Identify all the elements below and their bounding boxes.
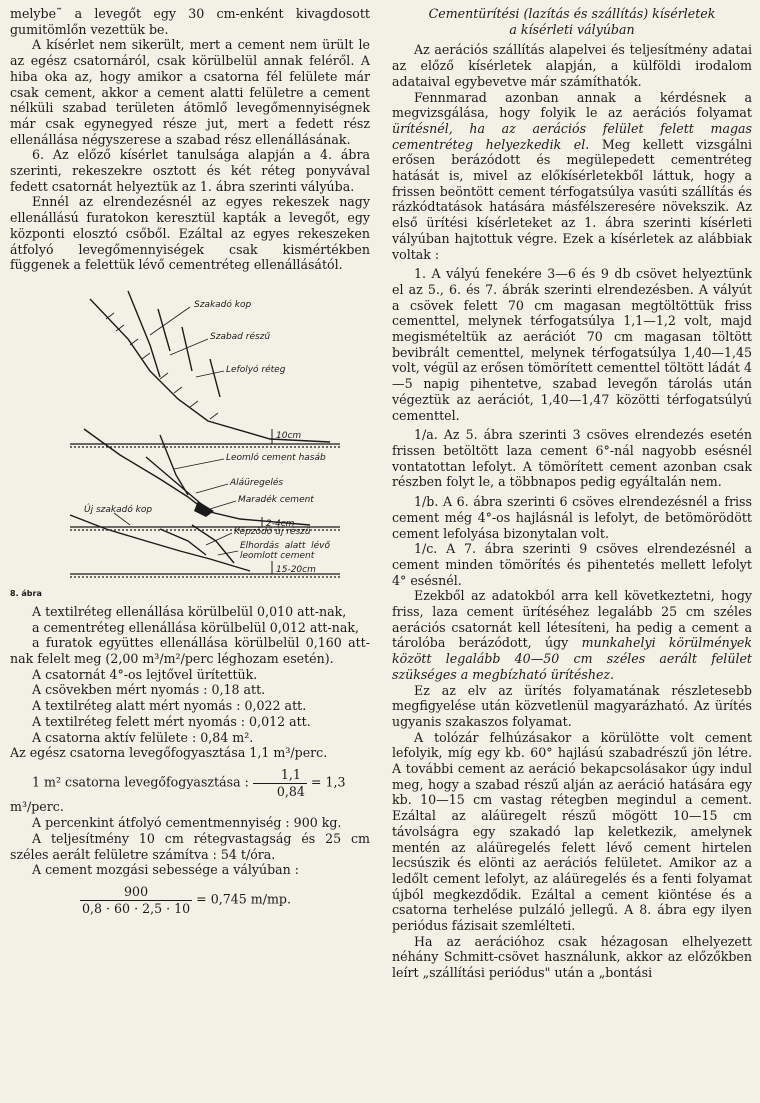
paragraph: [392, 90, 752, 263]
fraction: [80, 884, 192, 916]
text-run: Meg kellett vizsgálni erősen berázódott és megülepedett cementréteg hatását is, mivel az előkísérletekből láttuk, hogy a frissen beöntött cement térfogatsúlya vasúti szállítás és rázkódtatások hatására másfélszeresére növekszik. Az első ürítési kísérleteket az 1. ábra szerinti kísérleti vályúban hajtottuk végre. Ezek a kísérletek az alábbiak voltak :: [392, 136, 752, 262]
paragraph: Ennél az elrendezésnél az egyes rekeszek nagy ellenállású furatokon keresztül kapták a levegőt, egy központi elosztó csőből. Ezáltal az egyes rekeszeken átfolyó levegőmennyiségek csak kismértékben függenek a felettük lévő cementréteg ellenállásától.: [10, 194, 370, 273]
right-column: [392, 6, 752, 981]
section-title: [392, 6, 752, 37]
crack-line: [128, 291, 160, 377]
paragraph: Az egész csatorna levegőfogyasztása 1,1 m³/perc.: [10, 745, 328, 761]
text-run: Fennmarad azonban annak a kérdésnek a megvizsgálása, hogy folyik le az aerációs folyamat: [392, 89, 752, 121]
fraction-numerator: 900: [80, 884, 192, 901]
label-lefolyo-reteg: Lefolyó réteg: [226, 364, 286, 375]
figure-8: [10, 279, 370, 604]
fraction-numerator: 1,1: [253, 767, 307, 784]
paragraph: A kísérlet nem sikerült, mert a cement nem ürült le az egész csatornáról, csak körülbelül annak feléről. A hiba oka az, hogy amikor a csatorna fél felülete már csak cement, akkor a cement alatti felületre a cement nélküli szabad területen átömlő levegőmennyiségnek már csak egynegyed része jut, mert a fedett rész ellenállása négyszerese a szabad rész ellenállásának.: [10, 37, 370, 147]
crack-line: [158, 309, 170, 351]
figure-caption: 8. ábra: [10, 588, 42, 598]
paragraph: Az aerációs szállítás alapelvei és teljesítmény adatai az előző kísérletek alapján, a külföldi irodalom adataival egybevetve már számíthatók.: [392, 42, 752, 89]
equation-prefix: 1 m² csatorna levegőfogyasztása :: [32, 774, 253, 790]
paragraph: A csatorna aktív felülete : 0,84 m².: [32, 729, 254, 745]
paragraph: melybe˜ a levegőt egy 30 cm-enként kivagdosott gumitömlőn vezettük be.: [10, 6, 370, 37]
paragraph: A textilréteg ellenállása körülbelül 0,010 att-nak,: [32, 603, 347, 619]
fraction: [253, 767, 307, 799]
label-10cm: 10cm: [276, 430, 302, 441]
emphasis: munkahelyi körülmények között legalább 40—50 cm széles aerált felület szükséges a megbízható ürítéshez.: [392, 635, 752, 682]
paragraph: A textilréteg alatt mért nyomás : 0,022 att.: [32, 698, 307, 714]
paragraph: 1. A vályú fenekére 3—6 és 9 db csövet helyeztünk el az 5., 6. és 7. ábrák szerinti elrendezésben. A vályút a csövek felett 70 cm magasan megtöltöttük friss cementtel, melynek térfogatsúlya 1,1—1,2 volt, majd megismételtük az aerációt 70 cm magasan töltött bevibrált cementtel, melynek térfogatsúlya 1,40—1,45 volt, végül az erősen tömörített cementtel töltött ládát 4—5 napig pihentetve, szabad levegőn tárolás után végeztük az aerációt, 1,40—1,47 közötti térfogatsúlyú cementtel.: [392, 266, 752, 423]
slope-line-bottom: [70, 515, 250, 571]
label-elhordas: Elhordás alatt lévő leomlott cement: [240, 540, 330, 561]
paragraph: A percenkint átfolyó cementmennyiség : 900 kg.: [32, 815, 342, 831]
label-15-20cm: 15-20cm: [276, 564, 316, 575]
equation-air-consumption: [10, 767, 370, 799]
fraction-denominator: 0,8 · 60 · 2,5 · 10: [82, 900, 191, 916]
text-run: Ezekből az adatokból arra kell következtetni, hogy friss, laza cement ürítéséhez legalább 25 cm széles aerációs csatornát kell létesíteni, ha pedig a cement a tárolóba berázódott, úgy: [392, 588, 752, 651]
paragraph: a cementréteg ellenállása körülbelül 0,012 att-nak,: [32, 619, 360, 635]
paragraph: [392, 588, 752, 682]
hatch-top: [106, 313, 218, 419]
fraction-denominator: 0,84: [276, 783, 305, 799]
paragraph: a furatok együttes ellenállása körülbelül 0,160 att-nak felelt meg (2,00 m³/m²/perc léghozam esetén).: [10, 635, 370, 667]
paragraph: A csatornát 4°-os lejtővel ürítettük.: [32, 666, 258, 682]
equation-result: = 0,745 m/mp.: [196, 891, 291, 907]
paragraph: A tolózár felhúzásakor a körülötte volt cement lefolyik, míg egy kb. 60° hajlású szabadrészű jön létre. A további cement az aeráció bekapcsolásakor úgy indul meg, hogy a szabad részű alján az aeráció hatására egy kb. 10—15 cm vastag rétegben megindul a cement. Ezáltal az aláüregelt részű mögött 10—15 cm távolságra egy szakadó lap keletkezik, amelynek mentén az aláüregelés felett lévő cement hirtelen lecsúszik és elönti az aerációs felületet. Amikor az a ledőlt cement lefolyt, az aláüregelés és a fenti folyamat újból megkezdődik. Ezáltal a cement kiöntése és a csatorna terhelése pulzáló jellegű. A 8. ábra egy ilyen periódus fázisait szemlélteti.: [392, 729, 752, 934]
left-column: [10, 6, 370, 916]
equation-result: = 1,3: [310, 774, 346, 790]
cement-flow-diagram: [10, 279, 370, 579]
paragraph: Ha az aerációhoz csak hézagosan elhelyezett néhány Schmitt-csövet használunk, akkor az előzőkben leírt „szállítási periódus" után a „bontási: [392, 933, 752, 981]
label-uj-szakado-kop: Új szakadó kop: [84, 504, 153, 515]
paragraph: A csövekben mért nyomás : 0,18 att.: [32, 682, 266, 698]
paragraph: 1/c. A 7. ábra szerinti 9 csöves elrendezésnél a cement minden tömörítés és pihentetés mellett lefolyt 4° esésnél.: [392, 541, 752, 588]
section-title-line2: a kísérleti vályúban: [509, 21, 635, 37]
section-title-line1: Cementürítési (lazítás és szállítás) kísérletek: [428, 6, 716, 21]
slope-line-top: [90, 299, 330, 442]
paragraph: 1/a. Az 5. ábra szerinti 3 csöves elrendezés esetén frissen betöltött laza cement 6°-nál nagyobb esésnél vontatottan lefolyt. A tömörített cement azonban csak részben folyt le, a többnapos pedig egyáltalán nem.: [392, 427, 752, 490]
label-kepzodo-uj-reszu: Képződő új részű: [234, 526, 311, 537]
paragraph: A textilréteg felett mért nyomás : 0,012 att.: [32, 713, 311, 729]
label-szabad-reszu: Szabad részű: [210, 331, 271, 342]
equation-velocity: [10, 884, 370, 916]
paragraph: Ez az elv az ürítés folyamatának részletesebb megfigyelése után közvetlenül magyarázható. Az ürítés ugyanis szakaszos folyamat.: [392, 682, 752, 729]
label-szakado-kop: Szakadó kop: [194, 299, 252, 310]
label-alaueregeles: Aláüregelés: [230, 477, 284, 488]
paragraph: A cement mozgási sebessége a vályúban :: [32, 862, 300, 878]
label-leomlo-cement: Leomló cement hasáb: [226, 452, 326, 463]
paragraph: 6. Az előző kísérlet tanulsága alapján a 4. ábra szerinti, rekeszekre osztott és két réteg ponyvával fedett csatornát helyeztük az 1. ábra szerinti vályúba.: [10, 147, 370, 194]
equation-unit: m³/perc.: [10, 799, 64, 815]
crack-line: [210, 359, 220, 397]
paragraph: 1/b. A 6. ábra szerinti 6 csöves elrendezésnél a friss cement még 4°-os hajlásnál is lefolyt, de betömörödött cement lefolyása bizonytalan volt.: [392, 494, 752, 541]
label-2-4cm: 2-4cm: [266, 518, 295, 529]
emphasis: ürítésnél, ha az aerációs felület felett magas cementréteg helyezkedik el.: [392, 120, 752, 152]
paragraph: A teljesítmény 10 cm rétegvastagság és 25 cm széles aerált felületre számítva : 54 t/óra.: [10, 830, 370, 862]
label-maradek-cement: Maradék cement: [238, 494, 314, 505]
